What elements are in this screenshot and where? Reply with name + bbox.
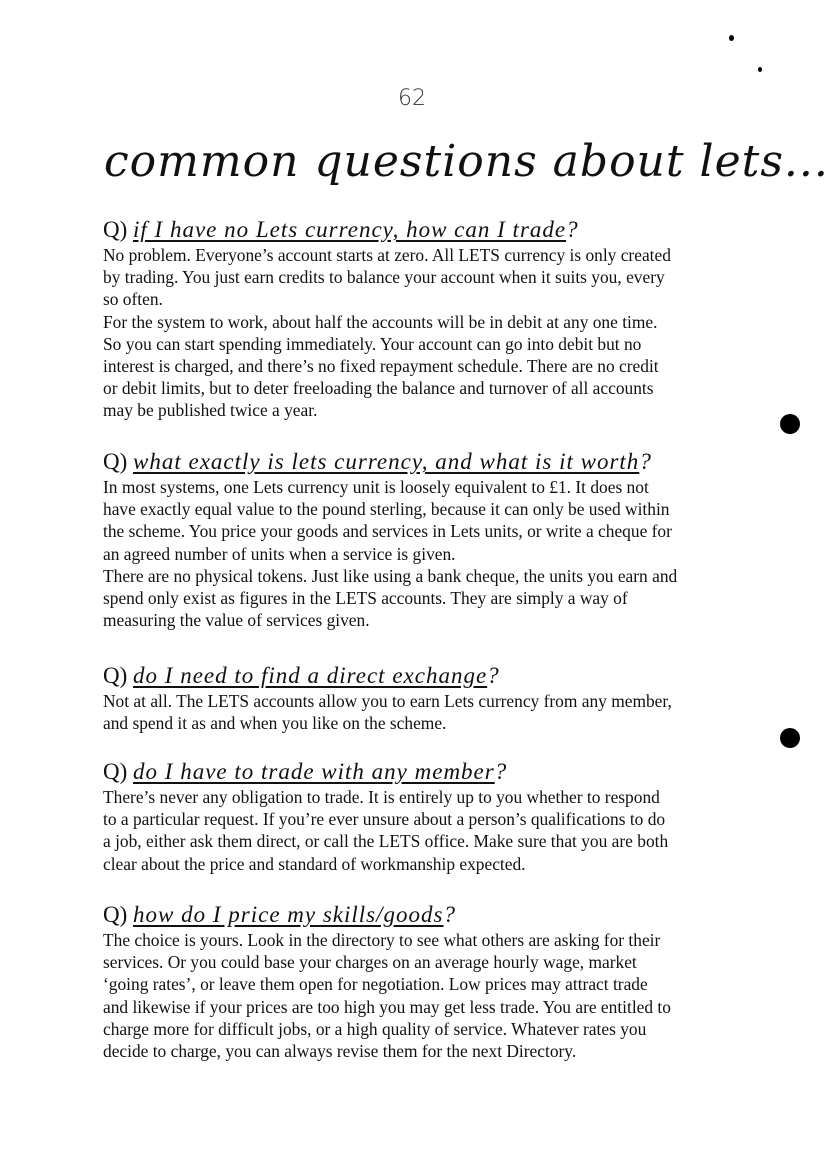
question-prefix: Q) <box>103 902 128 927</box>
faq-section <box>103 217 815 422</box>
section-bullet <box>780 414 800 434</box>
question-text: what exactly is lets currency, and what is it worth <box>133 449 640 474</box>
answer-line: So you can start spending immediately. Your account can go into debit but no <box>103 333 642 354</box>
answer-line: by trading. You just earn credits to balance your account when it suits you, every <box>103 267 665 288</box>
question-mark: ? <box>494 759 507 784</box>
answer-line: interest is charged, and there’s no fixed repayment schedule. There are no credit <box>103 356 659 377</box>
question-text: how do I price my skills/goods <box>133 902 444 927</box>
question-prefix: Q) <box>103 663 128 688</box>
faq-question <box>103 217 815 243</box>
answer-line: Not at all. The LETS accounts allow you to earn Lets currency from any member, <box>103 691 672 711</box>
faq-section <box>103 449 815 631</box>
question-mark: ? <box>487 663 499 688</box>
answer-line: an agreed number of units when a service is given. <box>103 543 456 564</box>
answer-line: charge more for difficult jobs, or a high quality of service. Whatever rates you <box>103 1018 647 1039</box>
answer-line: and likewise if your prices are too high you may get less trade. You are entitled to <box>103 996 671 1017</box>
answer-line: There are no physical tokens. Just like using a bank cheque, the units you earn and <box>103 565 678 586</box>
question-text: do I need to find a direct exchange <box>133 663 488 688</box>
question-prefix: Q) <box>103 449 128 474</box>
faq-question <box>103 449 815 475</box>
question-prefix: Q) <box>103 217 128 242</box>
page-number: 62 <box>398 86 426 111</box>
faq-section <box>103 902 815 1062</box>
answer-line: have exactly equal value to the pound sterling, because it can only be used within <box>103 499 670 520</box>
answer-line: The choice is yours. Look in the directory to see what others are asking for their <box>103 930 661 950</box>
answer-line: to a particular request. If you’re ever unsure about a person’s qualifications to do <box>103 809 666 830</box>
answer-line: clear about the price and standard of workmanship expected. <box>103 853 526 874</box>
answer-line: services. Or you could base your charges on an average hourly wage, market <box>103 952 637 973</box>
scan-speck <box>758 67 762 72</box>
faq-question <box>103 759 815 785</box>
page-title: common questions about lets... <box>104 136 829 187</box>
faq-question <box>103 663 815 689</box>
answer-line: decide to charge, you can always revise them for the next Directory. <box>103 1041 577 1062</box>
answer-line: or debit limits, but to deter freeloading the balance and turnover of all accounts <box>103 378 654 399</box>
question-mark: ? <box>566 217 578 242</box>
question-mark: ? <box>639 449 651 474</box>
answer-line: so often. <box>103 289 163 310</box>
question-text: do I have to trade with any member <box>133 759 495 784</box>
question-mark: ? <box>443 902 455 927</box>
answer-line: spend only exist as figures in the LETS accounts. They are simply a way of <box>103 588 628 609</box>
scan-speck <box>729 35 734 41</box>
answer-line: No problem. Everyone’s account starts at zero. All LETS currency is only created <box>103 245 671 265</box>
answer-line: and spend it as and when you like on the scheme. <box>103 713 447 734</box>
faq-section <box>103 759 815 875</box>
answer-line: For the system to work, about half the accounts will be in debit at any one time. <box>103 311 658 332</box>
question-prefix: Q) <box>103 759 128 784</box>
section-bullet <box>780 728 800 748</box>
question-text: if I have no Lets currency, how can I trade <box>133 217 567 242</box>
answer-line: ‘going rates’, or leave them open for negotiation. Low prices may attract trade <box>103 974 648 995</box>
faq-question <box>103 902 815 928</box>
answer-line: There’s never any obligation to trade. It is entirely up to you whether to respond <box>103 787 660 807</box>
answer-line: the scheme. You price your goods and services in Lets units, or write a cheque for <box>103 521 672 542</box>
answer-line: measuring the value of services given. <box>103 610 370 631</box>
answer-line: a job, either ask them direct, or call the LETS office. Make sure that you are both <box>103 831 669 852</box>
faq-section <box>103 663 815 734</box>
answer-line: may be published twice a year. <box>103 400 318 421</box>
answer-line: In most systems, one Lets currency unit is loosely equivalent to £1. It does not <box>103 477 649 497</box>
